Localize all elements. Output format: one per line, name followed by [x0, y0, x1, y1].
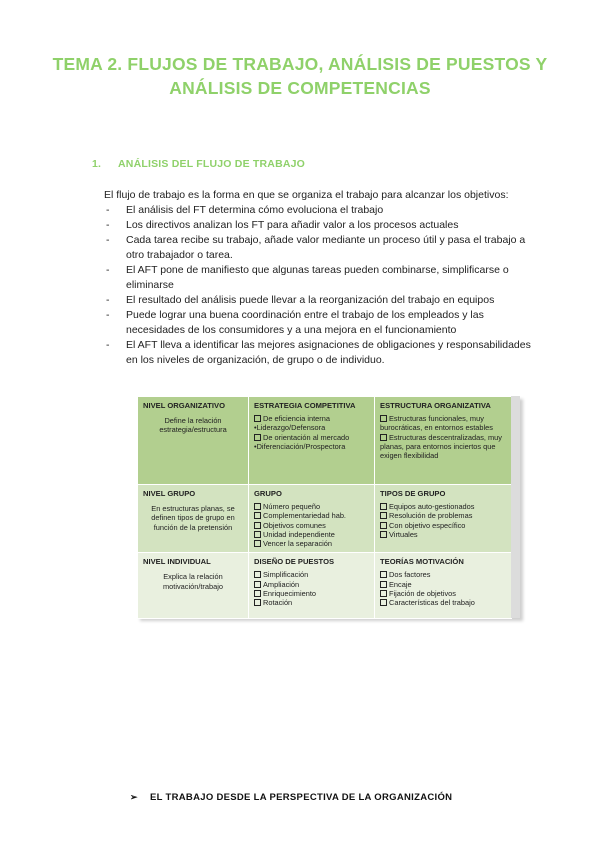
- bullet-item: •Liderazgo/Defensora: [254, 423, 326, 433]
- checkbox-icon: [254, 581, 261, 588]
- checkbox-item: Con objetivo específico: [380, 521, 506, 530]
- checkbox-icon: [254, 540, 261, 547]
- competency-table-image: [137, 396, 520, 618]
- subsection-heading-text: EL TRABAJO DESDE LA PERSPECTIVA DE LA ORGANIZACIÓN: [150, 792, 453, 803]
- checkbox-icon: [380, 590, 387, 597]
- table-cell: [375, 553, 512, 619]
- checkbox-icon: [380, 522, 387, 529]
- checkbox-item: De eficiencia interna: [254, 414, 369, 423]
- bullet-item: •Diferenciación/Prospectora: [254, 441, 346, 451]
- intro-paragraph: El flujo de trabajo es la forma en que se organiza el trabajo para alcanzar los objetivos:: [104, 189, 509, 201]
- bullet-list: [104, 203, 534, 368]
- table-cell: [249, 397, 375, 485]
- checkbox-item: Número pequeño: [254, 502, 369, 511]
- cell-heading: TIPOS DE GRUPO: [380, 489, 446, 498]
- checkbox-item: Virtuales: [380, 530, 506, 539]
- checkbox-icon: [380, 434, 387, 441]
- table-cell: [375, 485, 512, 553]
- checkbox-icon: [380, 415, 387, 422]
- checkbox-item: Estructuras descentralizadas, muy planas, para entornos inciertos que exigen flexibilidad: [380, 432, 502, 461]
- checkbox-item: Dos factores: [380, 570, 506, 579]
- checkbox-icon: [254, 503, 261, 510]
- document-title: [40, 52, 560, 100]
- image-edge-strip: [511, 396, 520, 618]
- checkbox-item: Características del trabajo: [380, 598, 506, 607]
- checkbox-item: Rotación: [254, 598, 369, 607]
- bullet-item: - Puede lograr una buena coordinación entre el trabajo de los empleados y las necesidades de los consumidores y a una mejora en el funcionamiento: [104, 308, 534, 338]
- checkbox-icon: [254, 571, 261, 578]
- table-cell: [138, 397, 249, 485]
- table-cell: [249, 553, 375, 619]
- section-heading: [92, 158, 305, 170]
- checkbox-item: Estructuras funcionales, muy burocráticas, en entornos estables: [380, 414, 493, 433]
- checkbox-item: De orientación al mercado: [254, 433, 369, 442]
- section-number: 1.: [92, 158, 102, 170]
- arrow-bullet-icon: ➢: [130, 792, 138, 802]
- checkbox-icon: [380, 571, 387, 578]
- bullet-item: - El resultado del análisis puede llevar a la reorganización del trabajo en equipos: [104, 293, 534, 308]
- checkbox-item: Equipos auto-gestionados: [380, 502, 506, 511]
- table-cell: [138, 485, 249, 553]
- checkbox-item: Complementariedad hab.: [254, 511, 369, 520]
- table-row: [138, 553, 512, 619]
- cell-heading: NIVEL GRUPO: [143, 489, 196, 498]
- bullet-item: - El análisis del FT determina cómo evoluciona el trabajo: [104, 203, 534, 218]
- checkbox-icon: [380, 581, 387, 588]
- checkbox-item: Objetivos comunes: [254, 521, 369, 530]
- table-row: [138, 485, 512, 553]
- checkbox-item: Resolución de problemas: [380, 511, 506, 520]
- checkbox-icon: [254, 590, 261, 597]
- bullet-item: - Los directivos analizan los FT para añadir valor a los procesos actuales: [104, 218, 534, 233]
- competency-table: [137, 396, 512, 619]
- checkbox-item: Ampliación: [254, 580, 369, 589]
- cell-heading: DISEÑO DE PUESTOS: [254, 557, 335, 567]
- checkbox-icon: [380, 503, 387, 510]
- cell-description: Define la relación estrategia/estructura: [159, 416, 227, 435]
- bullet-item: - El AFT lleva a identificar las mejores asignaciones de obligaciones y responsabilidades en los niveles de organización, de grupo o de individuo.: [104, 338, 534, 368]
- checkbox-icon: [254, 531, 261, 538]
- checkbox-item: Enriquecimiento: [254, 589, 369, 598]
- cell-description: En estructuras planas, se definen tipos de grupo en función de la pretensión: [151, 504, 235, 532]
- checkbox-icon: [380, 512, 387, 519]
- cell-heading: ESTRUCTURA ORGANIZATIVA: [380, 401, 491, 410]
- checkbox-icon: [254, 512, 261, 519]
- checkbox-item: Vencer la separación: [254, 539, 369, 548]
- table-cell: [249, 485, 375, 553]
- cell-heading: GRUPO: [254, 489, 282, 498]
- table-row: [138, 397, 512, 485]
- checkbox-icon: [254, 434, 261, 441]
- table-cell: [138, 553, 249, 619]
- checkbox-item: Fijación de objetivos: [380, 589, 506, 598]
- checkbox-item: Simplificación: [254, 570, 369, 579]
- checkbox-icon: [380, 599, 387, 606]
- bullet-item: - Cada tarea recibe su trabajo, añade valor mediante un proceso útil y pasa el trabajo a otro trabajador o tarea.: [104, 233, 534, 263]
- cell-heading: TEORÍAS MOTIVACIÓN: [380, 557, 464, 567]
- section-body: [104, 188, 534, 368]
- checkbox-item: Encaje: [380, 580, 506, 589]
- table-cell: [375, 397, 512, 485]
- title-line-1: TEMA 2. FLUJOS DE TRABAJO, ANÁLISIS DE PUESTOS Y: [52, 54, 548, 74]
- checkbox-icon: [254, 522, 261, 529]
- title-line-2: ANÁLISIS DE COMPETENCIAS: [169, 78, 431, 98]
- cell-heading: NIVEL INDIVIDUAL: [143, 557, 211, 567]
- checkbox-icon: [254, 599, 261, 606]
- subsection-heading: [130, 792, 452, 803]
- checkbox-icon: [254, 415, 261, 422]
- cell-description: Explica la relación motivación/trabajo: [163, 572, 223, 591]
- bullet-item: - El AFT pone de manifiesto que algunas tareas pueden combinarse, simplificarse o eliminarse: [104, 263, 534, 293]
- checkbox-icon: [380, 531, 387, 538]
- cell-heading: NIVEL ORGANIZATIVO: [143, 401, 225, 410]
- cell-heading: ESTRATEGIA COMPETITIVA: [254, 401, 356, 410]
- section-heading-text: ANÁLISIS DEL FLUJO DE TRABAJO: [118, 158, 306, 170]
- checkbox-item: Unidad independiente: [254, 530, 369, 539]
